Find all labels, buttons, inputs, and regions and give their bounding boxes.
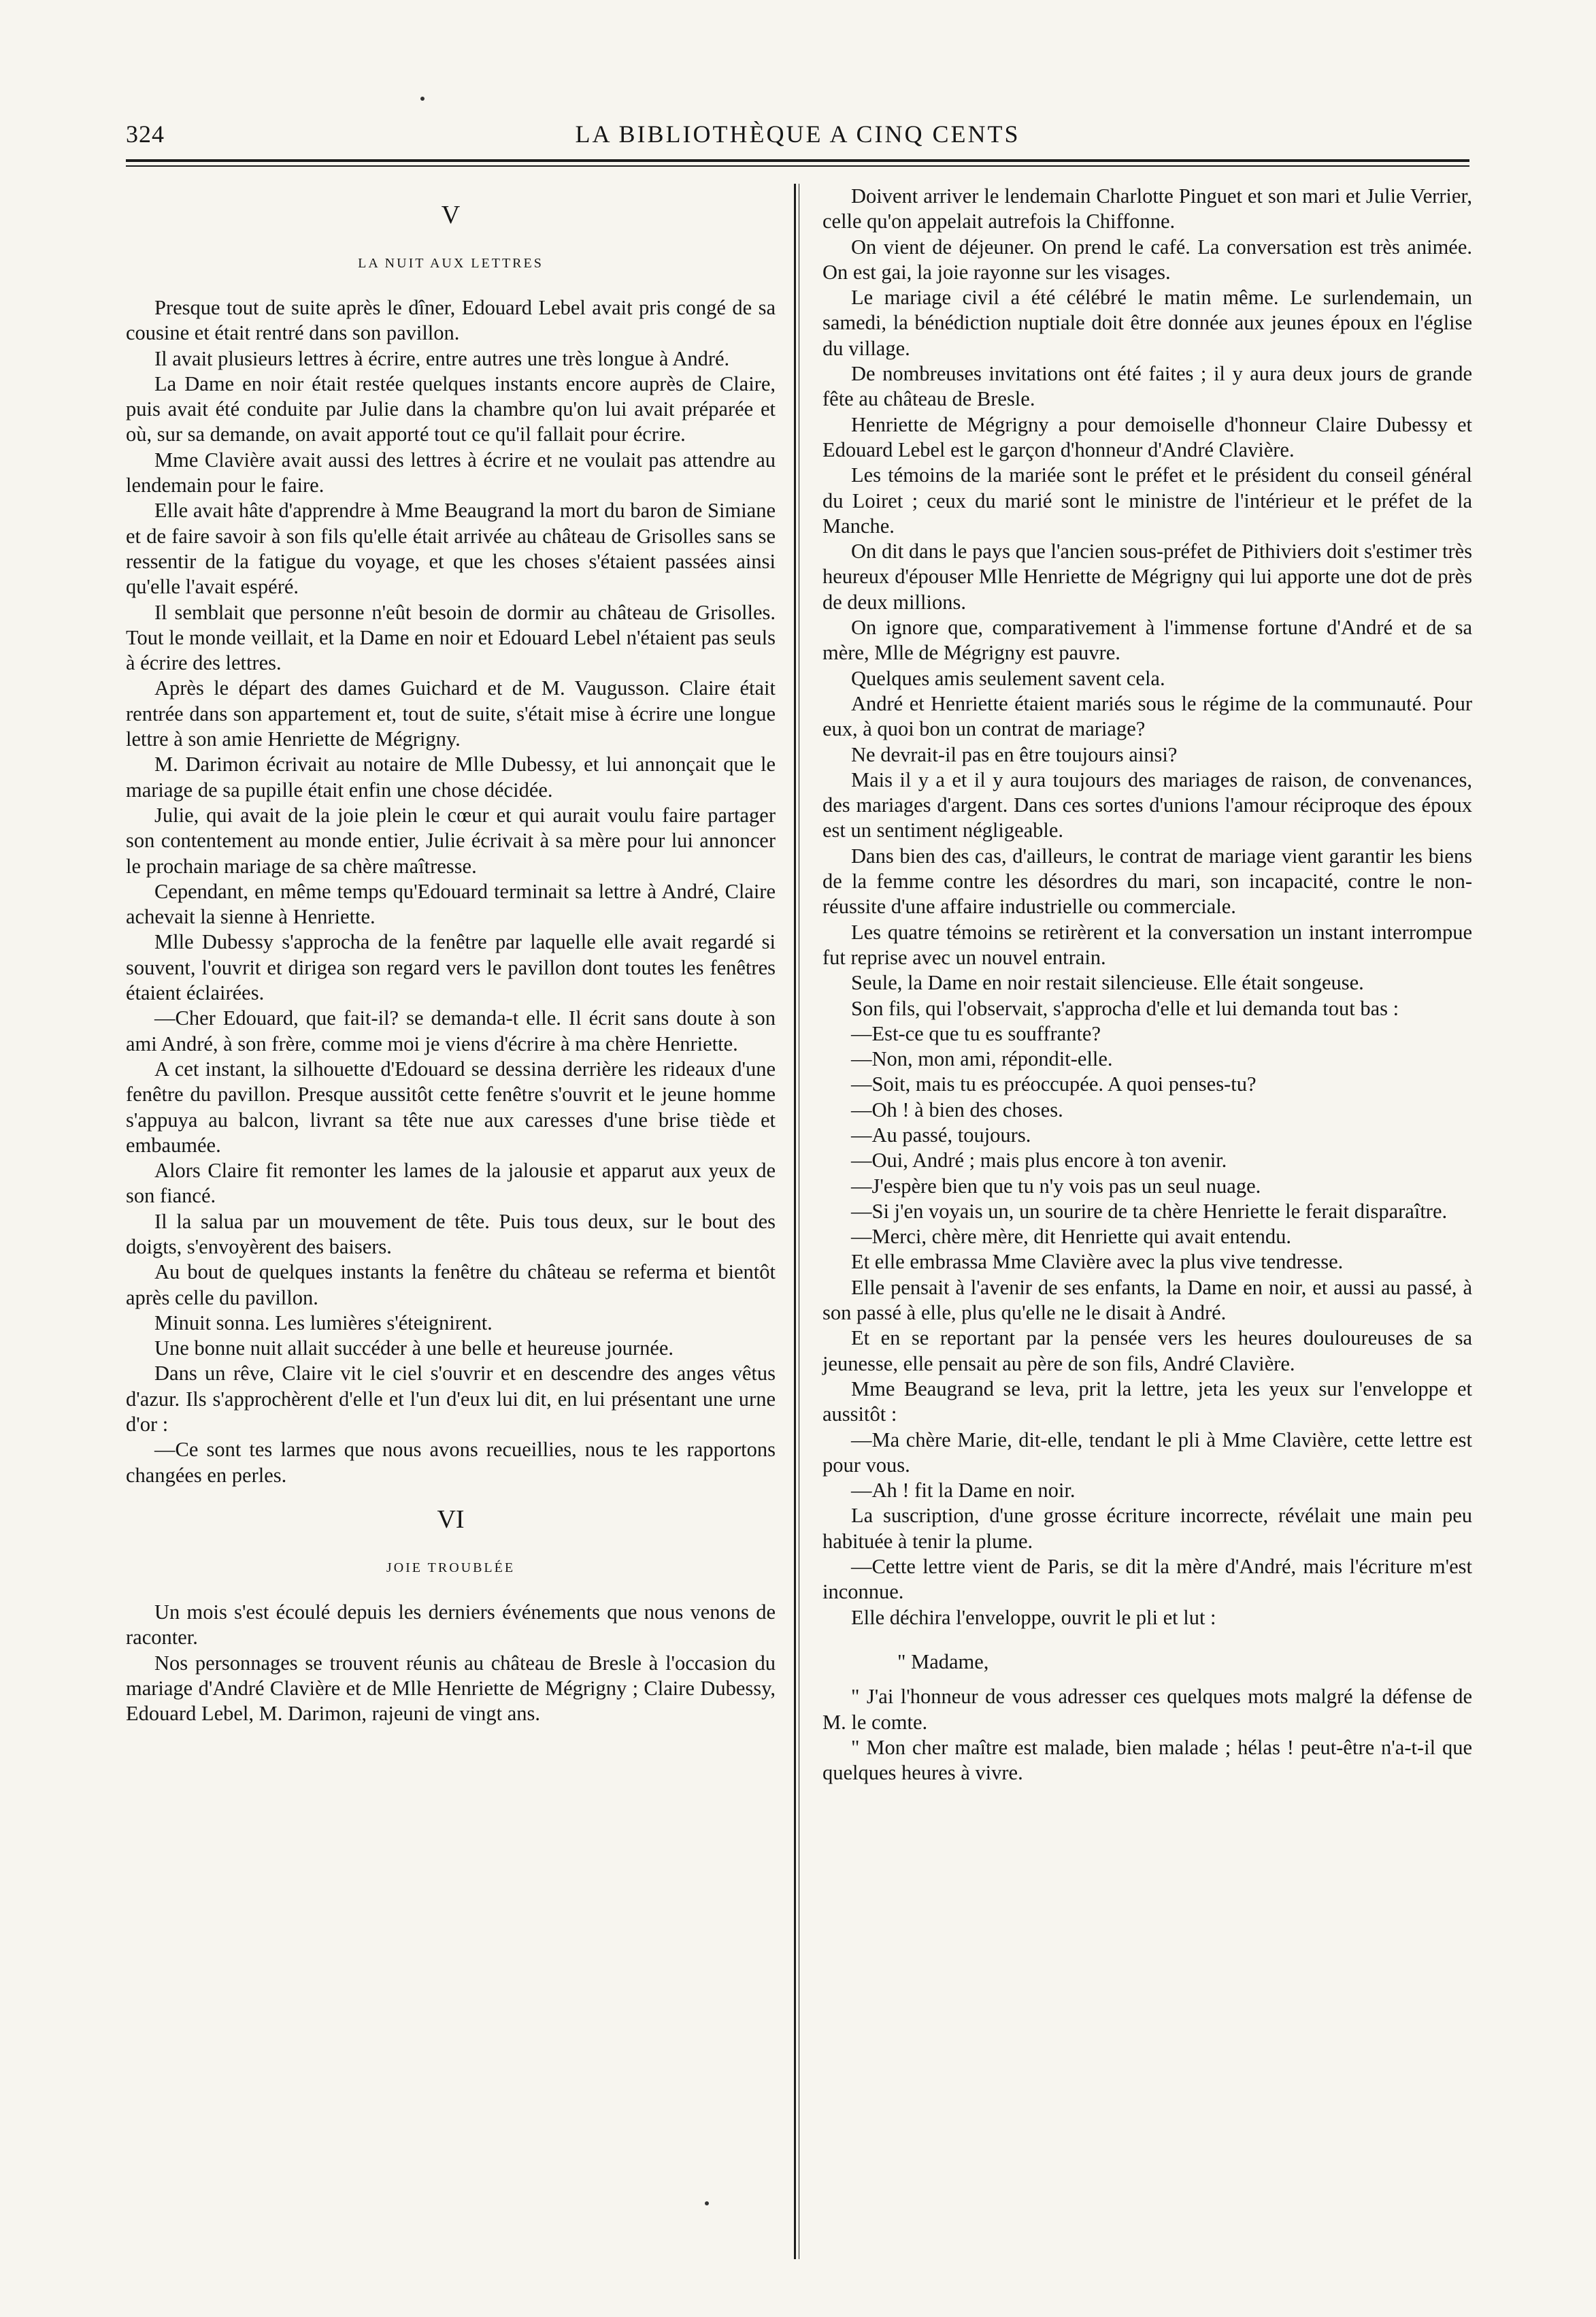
dialogue-line: —Oh ! à bien des choses.	[851, 1098, 1063, 1121]
paragraph: Il avait plusieurs lettres à écrire, entre autres une très longue à André.	[154, 346, 730, 370]
dialogue-line: —Ma chère Marie, dit-elle, tendant le pli à Mme Clavière, cette lettre est pour vous.	[822, 1428, 1472, 1477]
chapter-v-title: LA NUIT AUX LETTRES	[358, 256, 544, 271]
paragraph: Il semblait que personne n'eût besoin de dormir au château de Grisolles. Tout le monde veillait, et la Dame en noir et Edouard Lebel n'étaient pas seuls à écrire des lettres.	[126, 600, 776, 675]
page-header	[126, 116, 1469, 157]
paragraph: Il la salua par un mouvement de tête. Puis tous deux, sur le bout des doigts, s'envoyèrent des baisers.	[126, 1209, 776, 1258]
paragraph: Mlle Dubessy s'approcha de la fenêtre par laquelle elle avait regardé si souvent, l'ouvrit et dirigea son regard vers le pavillon dont toutes les fenêtres étaient éclairées.	[126, 930, 776, 1005]
paragraph: André et Henriette étaient mariés sous le régime de la communauté. Pour eux, à quoi bon un contrat de mariage?	[822, 691, 1472, 741]
paragraph: Elle déchira l'enveloppe, ouvrit le pli et lut :	[851, 1605, 1216, 1629]
paragraph: Son fils, qui l'observait, s'approcha d'elle et lui demanda tout bas :	[851, 996, 1399, 1020]
dialogue-line: —Est-ce que tu es souffrante?	[851, 1021, 1101, 1045]
dialogue-line: —Si j'en voyais un, un sourire de ta chère Henriette le ferait disparaître.	[851, 1199, 1448, 1223]
paragraph: Alors Claire fit remonter les lames de la jalousie et apparut aux yeux de son fiancé.	[126, 1159, 776, 1208]
paragraph: Un mois s'est écoulé depuis les derniers événements que nous venons de raconter.	[126, 1600, 776, 1649]
letter-paragraph: " Mon cher maître est malade, bien malade ; hélas ! peut-être n'a-t-il que quelques heures à vivre.	[822, 1735, 1472, 1785]
running-title: LA BIBLIOTHÈQUE A CINQ CENTS	[575, 120, 1020, 148]
paragraph: Et en se reportant par la pensée vers les heures douloureuses de sa jeunesse, elle pensait au père de son fils, André Clavière.	[822, 1326, 1472, 1375]
dialogue-line: —Merci, chère mère, dit Henriette qui avait entendu.	[851, 1225, 1292, 1249]
dialogue-line: —Au passé, toujours.	[851, 1123, 1031, 1147]
paragraph: Henriette de Mégrigny a pour demoiselle d'honneur Claire Dubessy et Edouard Lebel est le garçon d'honneur d'André Clavière.	[822, 412, 1472, 461]
paragraph: La suscription, d'une grosse écriture incorrecte, révélait une main peu habituée à tenir la plume.	[822, 1504, 1472, 1553]
paragraph: La Dame en noir était restée quelques instants encore auprès de Claire, puis avait été conduite par Julie dans la chambre qu'on lui avait préparée et où, sur sa demande, on avait apporté tout ce qu'il fallait pour écrire.	[126, 372, 776, 446]
paragraph: Mais il y a et il y aura toujours des mariages de raison, de convenances, des mariages d'argent. Dans ces sortes d'unions l'amour réciproque des époux est un sentiment négligeable.	[822, 768, 1472, 842]
paragraph: Mme Clavière avait aussi des lettres à écrire et ne voulait pas attendre au lendemain pour le faire.	[126, 448, 776, 497]
paragraph: Mme Beaugrand se leva, prit la lettre, jeta les yeux sur l'enveloppe et aussitôt :	[822, 1377, 1472, 1426]
paragraph: Après le départ des dames Guichard et de M. Vaugusson. Claire était rentrée dans son appartement et, tout de suite, s'était mise à écrire une longue lettre à son amie Henriette de Mégrigny.	[126, 676, 776, 751]
paragraph: Minuit sonna. Les lumières s'éteignirent.	[154, 1311, 493, 1334]
paragraph: M. Darimon écrivait au notaire de Mlle Dubessy, et lui annonçait que le mariage de sa pupille était enfin une chose décidée.	[126, 753, 776, 802]
paragraph: —Ce sont tes larmes que nous avons recueillies, nous te les rapportons changées en perles.	[126, 1438, 776, 1487]
page-number: 324	[126, 120, 165, 148]
paragraph: —Cher Edouard, que fait-il? se demanda-t elle. Il écrit sans doute à son ami André, à son frère, comme moi je viens d'écrire à ma chère Henriette.	[126, 1006, 776, 1055]
chapter-vi-number: VI	[437, 1505, 465, 1534]
chapter-vi-title: JOIE TROUBLÉE	[386, 1560, 516, 1575]
paragraph: On dit dans le pays que l'ancien sous-préfet de Pithiviers doit s'estimer très heureux d'épouser Mlle Henriette de Mégrigny qui lui apporte une dot de près de deux millions.	[822, 540, 1472, 614]
print-speck	[705, 2201, 709, 2205]
paragraph: Elle pensait à l'avenir de ses enfants, la Dame en noir, et aussi au passé, à son passé à elle, plus qu'elle ne le disait à André.	[822, 1275, 1472, 1325]
header-rule-thick	[126, 159, 1469, 162]
paragraph: Une bonne nuit allait succéder à une belle et heureuse journée.	[154, 1336, 674, 1360]
paragraph: A cet instant, la silhouette d'Edouard se dessina derrière les rideaux d'une fenêtre du pavillon. Presque aussitôt cette fenêtre s'ouvrit et le jeune homme s'appuya au balcon, livrant sa tête nue aux caresses d'une brise tiède et embaumée.	[126, 1057, 776, 1157]
paragraph: Les quatre témoins se retirèrent et la conversation un instant interrompue fut reprise avec un nouvel entrain.	[822, 920, 1472, 969]
paragraph: Dans un rêve, Claire vit le ciel s'ouvrir et en descendre des anges vêtus d'azur. Ils s'approchèrent d'elle et l'un d'eux lui dit, en lui présentant une urne d'or :	[126, 1362, 776, 1436]
paragraph: Seule, la Dame en noir restait silencieuse. Elle était songeuse.	[851, 971, 1364, 995]
book-page	[126, 116, 1472, 2259]
paragraph: On ignore que, comparativement à l'immense fortune d'André et de sa mère, Mlle de Mégrigny est pauvre.	[822, 616, 1472, 665]
paragraph: De nombreuses invitations ont été faites ; il y aura deux jours de grande fête au château de Bresle.	[822, 362, 1472, 411]
dialogue-line: —J'espère bien que tu n'y vois pas un seul nuage.	[851, 1174, 1261, 1198]
paragraph: Dans bien des cas, d'ailleurs, le contrat de mariage vient garantir les biens de la femme contre les désordres du mari, son incapacité, contre le non-réussite d'une affaire industrielle ou commerciale.	[822, 844, 1472, 919]
paragraph: Cependant, en même temps qu'Edouard terminait sa lettre à André, Claire achevait la sienne à Henriette.	[126, 879, 776, 929]
paragraph: Le mariage civil a été célébré le matin même. Le surlendemain, un samedi, la bénédiction nuptiale doit être donnée aux jeunes époux en l'église du village.	[822, 286, 1472, 360]
dialogue-line: —Oui, André ; mais plus encore à ton avenir.	[851, 1149, 1227, 1172]
header-rule-thin	[126, 165, 1469, 167]
paragraph: Presque tout de suite après le dîner, Edouard Lebel avait pris congé de sa cousine et était rentré dans son pavillon.	[126, 296, 776, 345]
paragraph: Doivent arriver le lendemain Charlotte Pinguet et son mari et Julie Verrier, celle qu'on appelait autrefois la Chiffonne.	[822, 184, 1472, 233]
text-columns	[126, 184, 1472, 2259]
dialogue-line: —Ah ! fit la Dame en noir.	[851, 1479, 1076, 1502]
paragraph: Quelques amis seulement savent cela.	[851, 666, 1165, 690]
chapter-v-number: V	[441, 201, 461, 229]
paragraph: Et elle embrassa Mme Clavière avec la plus vive tendresse.	[851, 1250, 1344, 1274]
paragraph: Ne devrait-il pas en être toujours ainsi?	[851, 742, 1178, 766]
paragraph: On vient de déjeuner. On prend le café. La conversation est très animée. On est gai, la joie rayonne sur les visages.	[822, 235, 1472, 284]
dialogue-line: —Non, mon ami, répondit-elle.	[851, 1047, 1113, 1071]
paragraph: Julie, qui avait de la joie plein le cœur et qui aurait voulu faire partager son contentement au monde entier, Julie écrivait à sa mère pour lui annoncer le prochain mariage de sa chère maîtresse.	[126, 803, 776, 878]
letter-paragraph: " J'ai l'honneur de vous adresser ces quelques mots malgré la défense de M. le comte.	[822, 1685, 1472, 1734]
right-column	[822, 184, 1472, 1786]
dialogue-line: —Cette lettre vient de Paris, se dit la mère d'André, mais l'écriture m'est inconnue.	[822, 1555, 1472, 1604]
paragraph: Nos personnages se trouvent réunis au château de Bresle à l'occasion du mariage d'André Clavière et de Mlle Henriette de Mégrigny ; Claire Dubessy, Edouard Lebel, M. Darimon, rajeuni de vingt ans.	[126, 1651, 776, 1726]
paragraph: Elle avait hâte d'apprendre à Mme Beaugrand la mort du baron de Simiane et de faire savoir à son fils qu'elle était arrivée au château de Grisolles sans se ressentir de la fatigue du voyage, et que les choses s'étaient passées ainsi qu'elle l'avait espéré.	[126, 499, 776, 599]
paragraph: Les témoins de la mariée sont le préfet et le président du conseil général du Loiret ; ceux du marié sont le ministre de l'intérieur et le préfet de la Manche.	[822, 463, 1472, 538]
left-column	[126, 184, 776, 1726]
letter-salutation: " Madame,	[897, 1649, 989, 1673]
column-divider	[794, 184, 796, 2259]
print-speck	[420, 97, 425, 101]
dialogue-line: —Soit, mais tu es préoccupée. A quoi penses-tu?	[851, 1072, 1257, 1096]
paragraph: Au bout de quelques instants la fenêtre du château se referma et bientôt après celle du pavillon.	[126, 1260, 776, 1309]
